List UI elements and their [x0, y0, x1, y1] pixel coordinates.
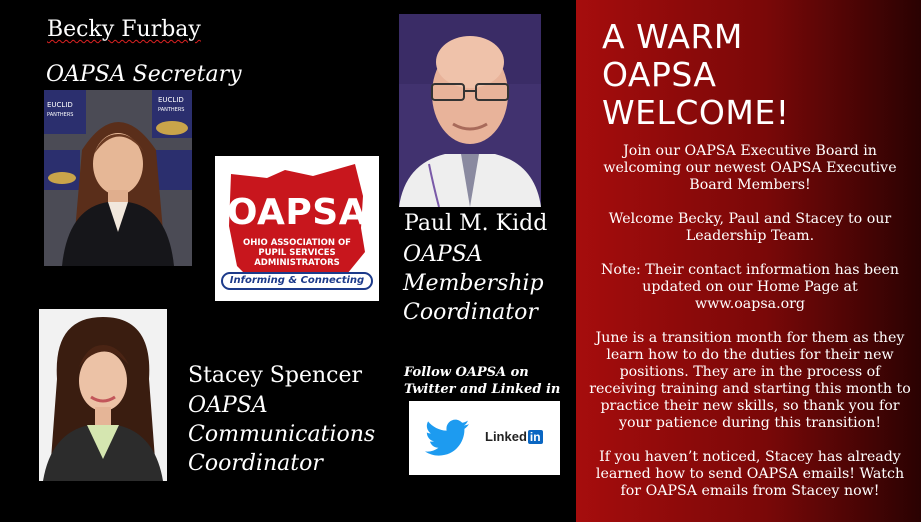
follow-line-2: Twitter and Linked in — [404, 382, 561, 397]
backdrop-text-3: EUCLID — [158, 96, 184, 104]
twitter-bird-icon[interactable] — [425, 419, 469, 457]
welcome-title — [602, 18, 902, 132]
paul-photo — [399, 14, 541, 207]
paul-role-line-3: Coordinator — [403, 300, 538, 325]
welcome-paragraph-5: If you haven’t noticed, Stacey has already learned how to send OAPSA emails! Watch for OAPSA emails from Stacey now! — [595, 449, 905, 499]
linkedin-in-badge: in — [529, 430, 541, 444]
linkedin-logo-icon[interactable] — [485, 429, 543, 444]
welcome-title-line-3: WELCOME! — [602, 93, 790, 132]
welcome-paragraph-3: Note: Their contact information has been updated on our Home Page at www.oapsa.org — [600, 262, 900, 312]
paul-role-line-2: Membership — [403, 271, 544, 296]
becky-name-text: Becky Furbay — [47, 17, 201, 42]
welcome-panel — [576, 0, 921, 522]
becky-role: OAPSA Secretary — [46, 62, 242, 87]
welcome-title-line-2: OAPSA — [602, 55, 717, 94]
stacey-role-line-1: OAPSA — [188, 393, 268, 418]
backdrop-text-2: PANTHERS — [47, 112, 74, 118]
welcome-paragraph-4: June is a transition month for them as they learn how to do the duties for their new positions. They are in the process of receiving training and starting this month to practice their new skills, so thank you for your patience during this transition! — [589, 330, 911, 431]
social-logos — [409, 401, 560, 475]
follow-line-1: Follow OAPSA on — [404, 365, 529, 380]
oapsa-tagline: Informing & Connecting — [221, 272, 373, 290]
paul-role-line-1: OAPSA — [403, 242, 483, 267]
stacey-role-line-2: Communications — [188, 422, 376, 447]
stacey-name: Stacey Spencer — [188, 363, 362, 388]
oapsa-subtitle: OHIO ASSOCIATION OF PUPIL SERVICES ADMINISTRATORS — [243, 238, 351, 268]
oapsa-logo — [215, 156, 379, 301]
welcome-body — [586, 143, 914, 517]
welcome-paragraph-1: Join our OAPSA Executive Board in welcoming our newest OAPSA Executive Board Members! — [603, 143, 897, 193]
oapsa-wordmark: OAPSA — [226, 192, 368, 233]
welcome-title-line-1: A WARM — [602, 17, 743, 56]
welcome-paragraph-2: Welcome Becky, Paul and Stacey to our Leadership Team. — [608, 211, 892, 244]
becky-name — [47, 16, 201, 44]
stacey-photo — [39, 309, 167, 481]
becky-photo-image — [44, 90, 192, 266]
becky-photo — [44, 90, 192, 266]
paul-name: Paul M. Kidd — [404, 211, 548, 236]
backdrop-text-1: EUCLID — [47, 101, 73, 109]
paul-photo-image — [399, 14, 541, 207]
backdrop-text-4: PANTHERS — [158, 107, 185, 113]
linkedin-word: Linked — [485, 429, 527, 444]
stacey-photo-image — [39, 309, 167, 481]
stacey-role-line-3: Coordinator — [188, 451, 323, 476]
follow-text — [404, 364, 574, 398]
